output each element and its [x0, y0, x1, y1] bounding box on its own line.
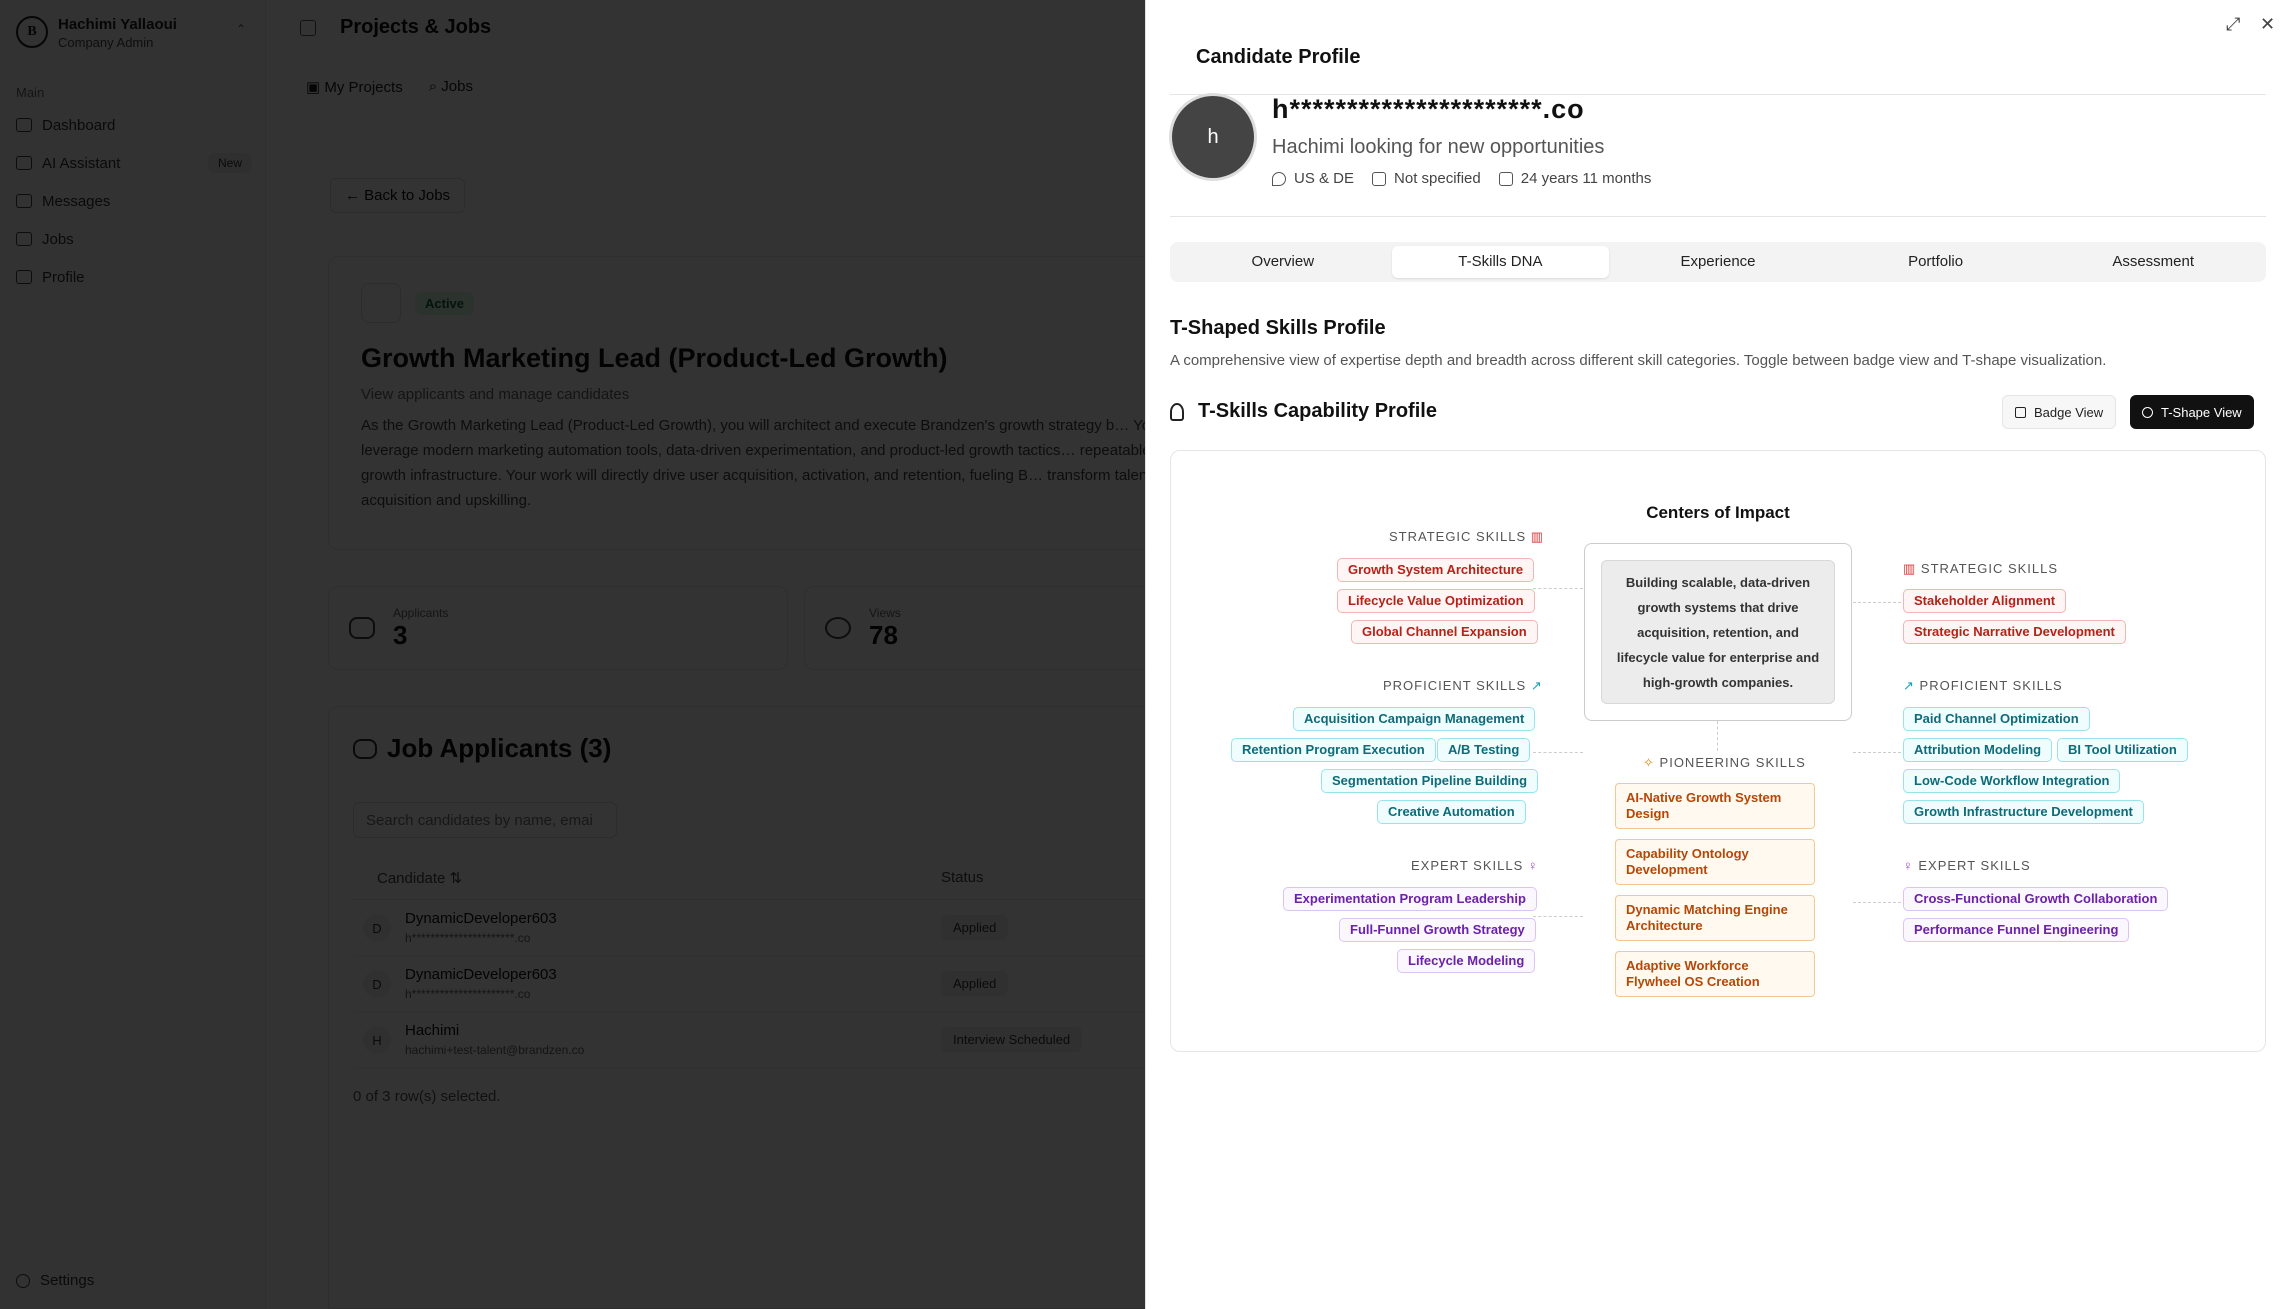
skill-badge: Segmentation Pipeline Building: [1321, 769, 1538, 793]
salary-value: Not specified: [1394, 170, 1481, 187]
skill-badge: Stakeholder Alignment: [1903, 589, 2066, 613]
connector-line: [1717, 721, 1718, 751]
experience-value: 24 years 11 months: [1520, 170, 1652, 187]
location: [1272, 170, 1354, 187]
skill-badge: Lifecycle Value Optimization: [1337, 589, 1535, 613]
label-text: PROFICIENT SKILLS: [1919, 678, 2063, 693]
t-shape-view-button[interactable]: [2130, 395, 2254, 429]
left-expert-label: [1411, 858, 1539, 873]
trend-icon: ↗: [1530, 678, 1543, 693]
tskills-description: A comprehensive view of expertise depth and breadth across different skill categories. Toggle between badge view and T-shape visualization.: [1170, 352, 2107, 369]
briefcase-icon: [1499, 172, 1513, 186]
button-label: Badge View: [2034, 404, 2104, 420]
divider: [1170, 216, 2266, 217]
skill-badge: Performance Funnel Engineering: [1903, 918, 2129, 942]
label-text: PROFICIENT SKILLS: [1383, 678, 1527, 693]
tab-t-skills-dna[interactable]: T-Skills DNA: [1392, 246, 1610, 278]
skill-badge: Retention Program Execution: [1231, 738, 1436, 762]
skill-badge: Paid Channel Optimization: [1903, 707, 2090, 731]
left-strategic-label: [1389, 529, 1544, 545]
right-expert-label: [1903, 858, 2031, 873]
connector-line: [1533, 752, 1583, 753]
skill-badge: Strategic Narrative Development: [1903, 620, 2126, 644]
medal-icon: ♀: [1903, 858, 1914, 873]
capability-title: T-Skills Capability Profile: [1198, 400, 1437, 422]
pioneering-label: [1643, 755, 1806, 771]
badge-view-button[interactable]: [2002, 395, 2116, 429]
skill-badge: Creative Automation: [1377, 800, 1526, 824]
skill-badge: Lifecycle Modeling: [1397, 949, 1535, 973]
connector-line: [1853, 752, 1901, 753]
salary: [1372, 170, 1481, 187]
skill-badge: Low-Code Workflow Integration: [1903, 769, 2120, 793]
skill-badge: BI Tool Utilization: [2057, 738, 2188, 762]
tskills-heading: T-Shaped Skills Profile: [1170, 317, 1386, 339]
connector-line: [1533, 916, 1583, 917]
close-icon[interactable]: ✕: [2260, 14, 2276, 34]
connector-line: [1853, 602, 1901, 603]
profile-tabs: [1170, 242, 2266, 282]
t-shape-canvas: [1170, 450, 2266, 1052]
grid-icon: [2015, 407, 2026, 418]
trend-icon: ↗: [1903, 678, 1915, 693]
label-text: EXPERT SKILLS: [1411, 858, 1524, 873]
skill-badge: Cross-Functional Growth Collaboration: [1903, 887, 2168, 911]
pioneering-skill: AI-Native Growth System Design: [1615, 783, 1815, 829]
tab-overview[interactable]: Overview: [1251, 253, 1315, 270]
centers-of-impact-title: Centers of Impact: [1646, 503, 1790, 522]
skill-badge: Experimentation Program Leadership: [1283, 887, 1537, 911]
candidate-email-masked: h**********************.co: [1272, 94, 1585, 124]
skill-badge: Global Channel Expansion: [1351, 620, 1538, 644]
skill-badge: Full-Funnel Growth Strategy: [1339, 918, 1536, 942]
award-icon: [1170, 403, 1184, 421]
tab-experience[interactable]: Experience: [1680, 253, 1756, 270]
label-text: EXPERT SKILLS: [1918, 858, 2031, 873]
right-strategic-label: [1903, 561, 2058, 577]
left-proficient-label: [1383, 678, 1543, 694]
connector-line: [1533, 588, 1583, 589]
label-text: STRATEGIC SKILLS: [1389, 529, 1527, 544]
experience: [1499, 170, 1652, 187]
pioneering-skill: Capability Ontology Development: [1615, 839, 1815, 885]
building-icon: ▥: [1903, 561, 1917, 576]
candidate-profile-panel: [1145, 0, 2289, 1309]
core-statement: Building scalable, data-driven growth systems that drive acquisition, retention, and lifecycle value for enterprise and high-growth companies.: [1601, 560, 1835, 704]
skill-badge: Attribution Modeling: [1903, 738, 2052, 762]
skill-badge: Acquisition Campaign Management: [1293, 707, 1535, 731]
label-text: PIONEERING SKILLS: [1659, 755, 1806, 770]
building-icon: [1372, 172, 1386, 186]
pioneering-skill: Adaptive Workforce Flywheel OS Creation: [1615, 951, 1815, 997]
candidate-meta: [1272, 170, 1651, 187]
right-proficient-label: [1903, 678, 2063, 694]
skill-badge: A/B Testing: [1437, 738, 1530, 762]
candidate-headline: Hachimi looking for new opportunities: [1272, 136, 1605, 158]
skill-badge: Growth System Architecture: [1337, 558, 1534, 582]
capability-heading: [1170, 400, 1437, 423]
expand-icon[interactable]: ⤢: [2226, 14, 2241, 34]
panel-title: Candidate Profile: [1196, 46, 1361, 68]
building-icon: ▥: [1530, 529, 1545, 544]
tab-assessment[interactable]: Assessment: [2112, 253, 2195, 270]
connector-line: [1853, 902, 1901, 903]
branch-icon: [2142, 407, 2153, 418]
location-value: US & DE: [1294, 170, 1355, 187]
button-label: T-Shape View: [2161, 404, 2242, 420]
bolt-icon: ✧: [1643, 755, 1655, 770]
avatar: h: [1172, 96, 1254, 178]
map-pin-icon: [1272, 172, 1286, 186]
pioneering-skill: Dynamic Matching Engine Architecture: [1615, 895, 1815, 941]
tab-portfolio[interactable]: Portfolio: [1908, 253, 1964, 270]
skill-badge: Growth Infrastructure Development: [1903, 800, 2144, 824]
core-statement-card: [1584, 543, 1852, 721]
label-text: STRATEGIC SKILLS: [1920, 561, 2059, 576]
medal-icon: ♀: [1527, 858, 1539, 873]
